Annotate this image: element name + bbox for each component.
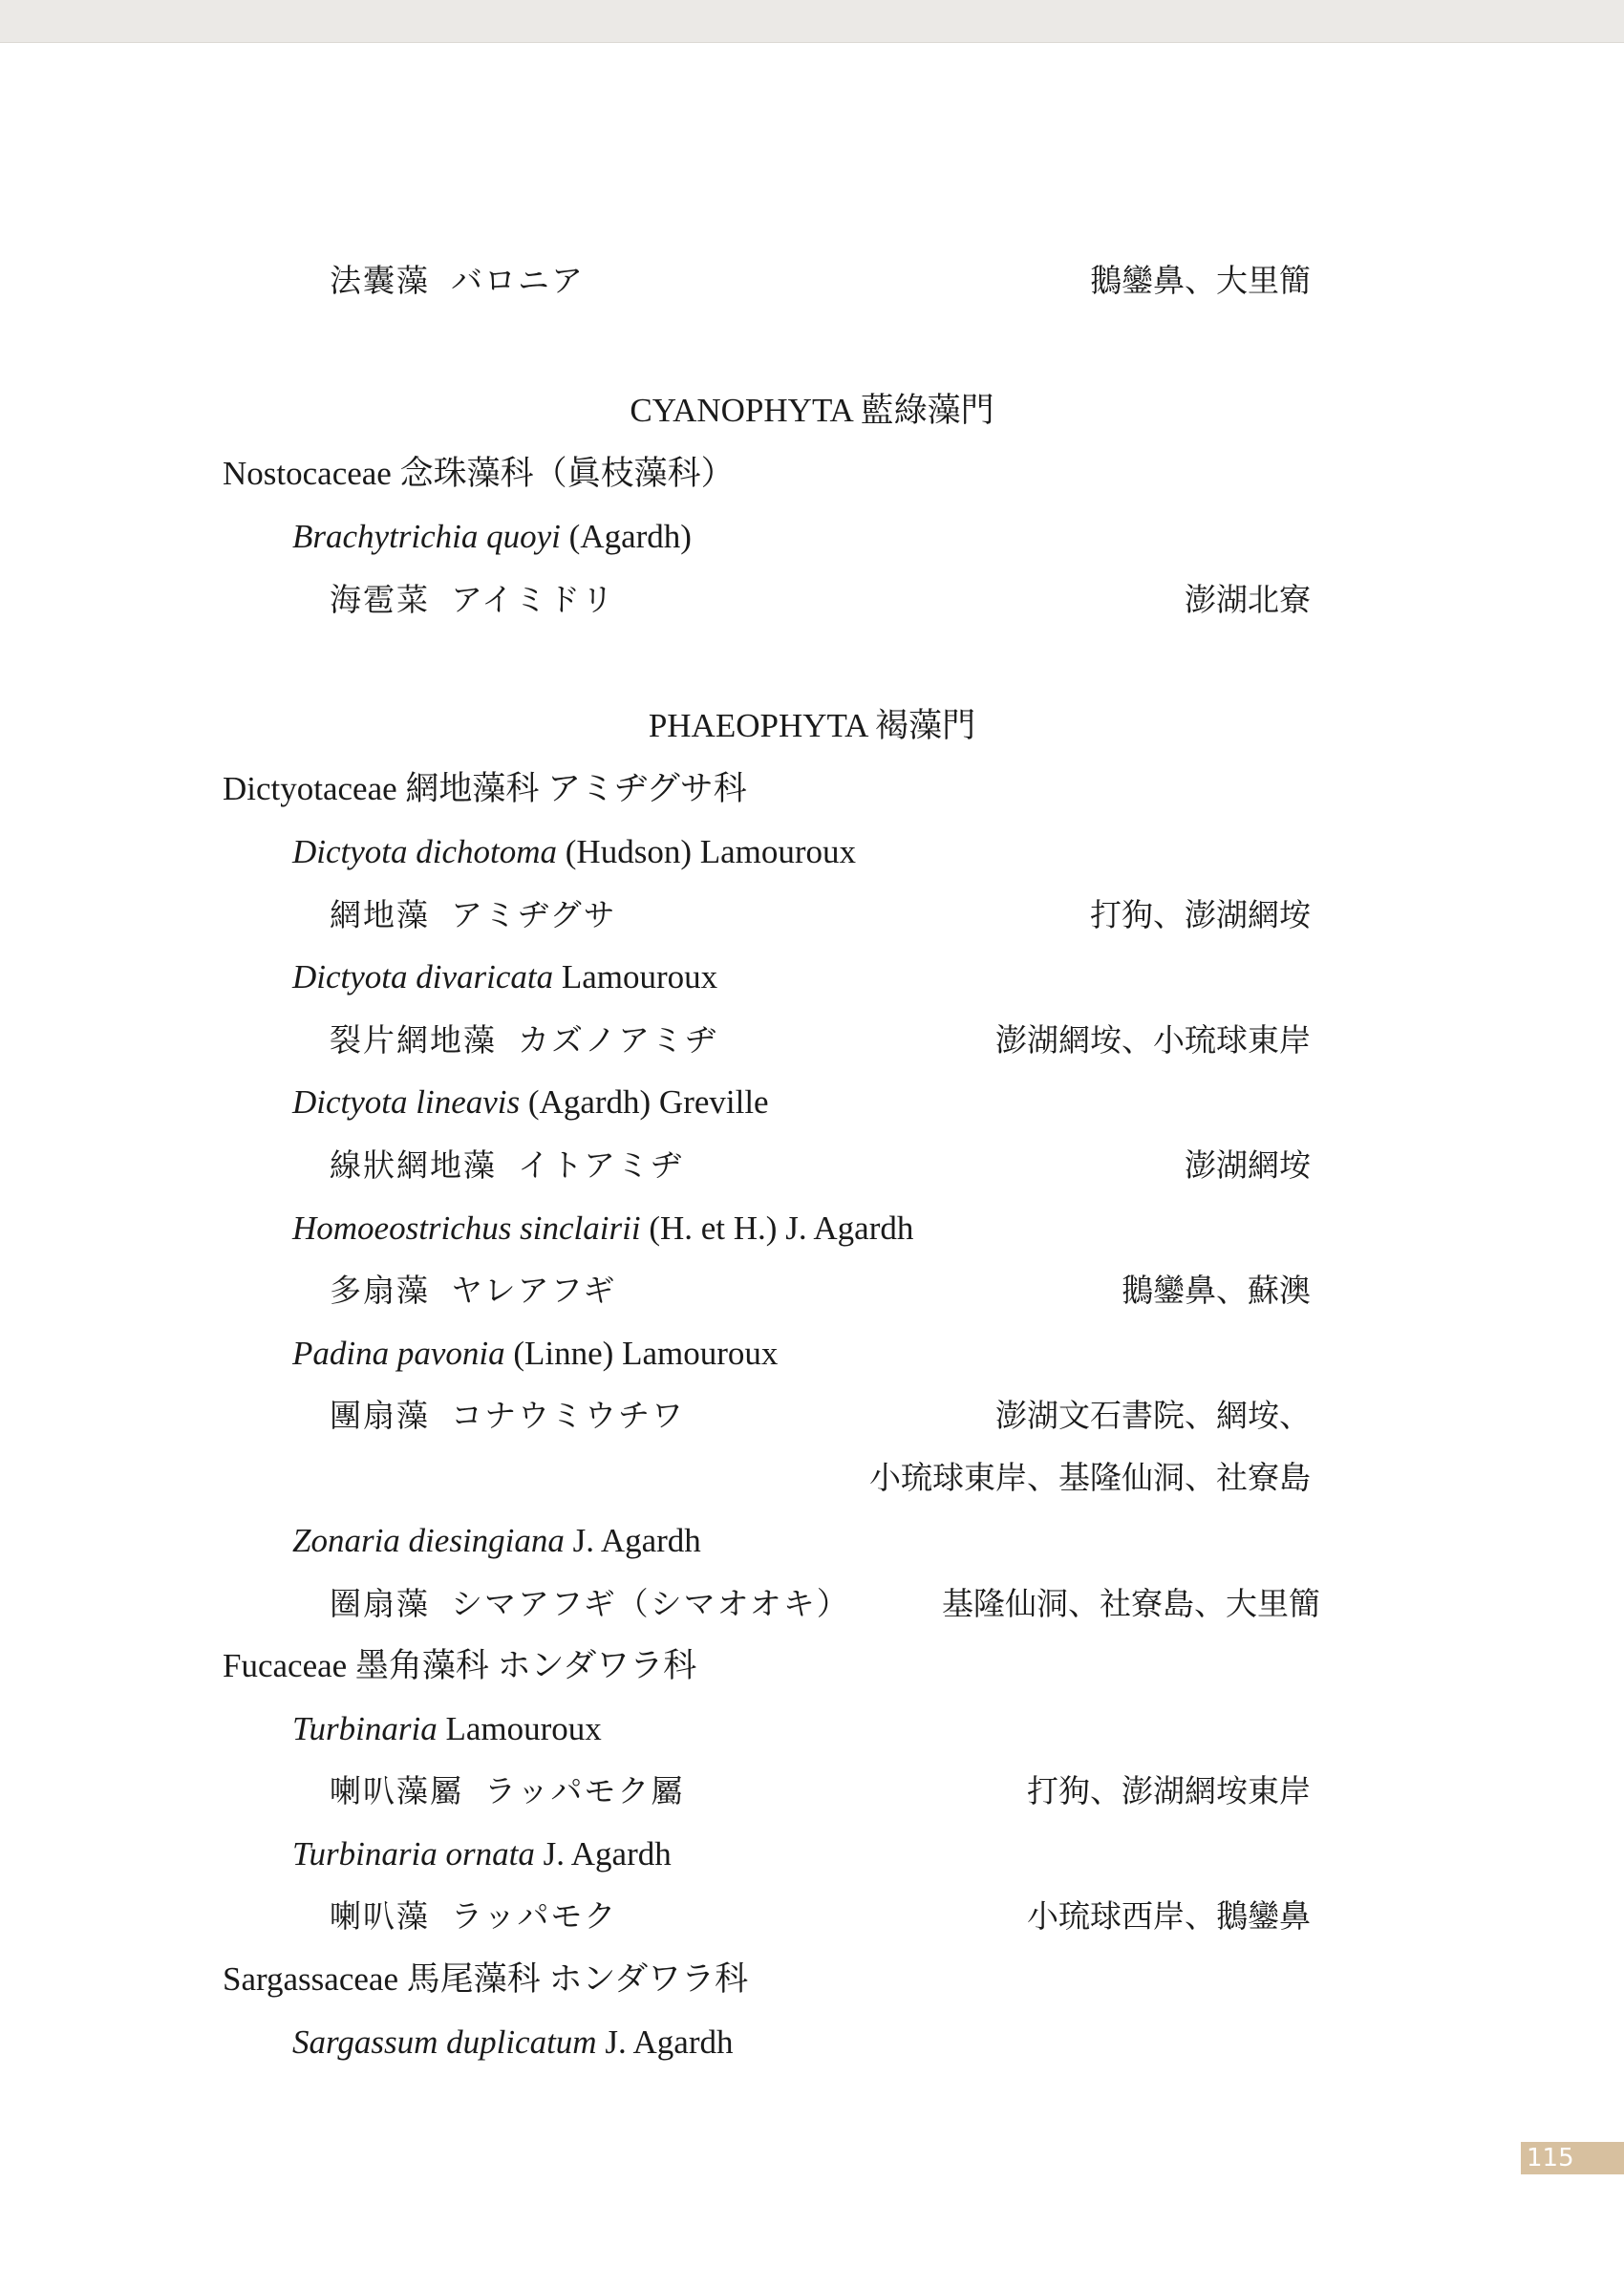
common-name-line: 線狀網地藻 イトアミヂ <box>330 1146 685 1184</box>
species-name: Dictyota dichotoma (Hudson) Lamouroux <box>292 833 857 870</box>
family-heading: Nostocaceae 念珠藻科（眞枝藻科） <box>223 455 735 492</box>
common-name-line: 多扇藻 ヤレアフギ <box>330 1272 617 1309</box>
family-heading: Fucaceae 墨角藻科 ホンダワラ科 <box>223 1647 697 1684</box>
species-name: Padina pavonia (Linne) Lamouroux <box>292 1335 779 1372</box>
common-name-line: 裂片網地藻 カズノアミヂ <box>330 1021 718 1059</box>
common-name-line: 團扇藻 コナウミウチワ <box>330 1397 685 1434</box>
family-heading: Dictyotaceae 網地藻科 アミヂグサ科 <box>223 770 747 807</box>
locality: 澎湖北寮 <box>1185 581 1311 618</box>
genus-name: Turbinaria Lamouroux <box>292 1710 602 1747</box>
species-name: Sargassum duplicatum J. Agardh <box>292 2023 734 2061</box>
locality: 打狗、澎湖網垵 <box>1090 896 1311 933</box>
phylum-heading: CYANOPHYTA 藍綠藻門 <box>630 392 994 429</box>
common-name-line: 網地藻 アミヂグサ <box>330 896 617 933</box>
common-name-line: 圈扇藻 シマアフギ（シマオオキ） <box>330 1585 850 1622</box>
common-name-line: 喇叭藻 ラッパモク <box>330 1897 618 1935</box>
locality: 小琉球西岸、鵝鑾鼻 <box>1027 1897 1311 1935</box>
locality: 鵝鑾鼻、蘇澳 <box>1122 1272 1311 1309</box>
locality-continued: 小琉球東岸、基隆仙洞、社寮島 <box>869 1459 1311 1496</box>
family-heading: Sargassaceae 馬尾藻科 ホンダワラ科 <box>223 1960 749 1998</box>
species-name: Homoeostrichus sinclairii (H. et H.) J. Agardh <box>292 1209 914 1247</box>
common-name-line: 海雹菜 アイミドリ <box>330 581 616 618</box>
locality: 打狗、澎湖網垵東岸 <box>1027 1772 1311 1809</box>
species-name: Dictyota divaricata Lamouroux <box>292 958 718 995</box>
scan-top-band <box>0 0 1624 43</box>
locality: 鵝鑾鼻、大里簡 <box>1090 262 1311 299</box>
page-number: 115 <box>1521 2142 1624 2174</box>
species-name: Turbinaria ornata J. Agardh <box>292 1835 672 1873</box>
species-name: Brachytrichia quoyi (Agardh) <box>292 518 692 555</box>
locality: 澎湖網垵 <box>1185 1146 1311 1184</box>
locality: 基隆仙洞、社寮島、大里簡 <box>942 1585 1320 1622</box>
phylum-heading: PHAEOPHYTA 褐藻門 <box>648 707 976 744</box>
locality: 澎湖網垵、小琉球東岸 <box>995 1021 1311 1059</box>
species-name: Zonaria diesingiana J. Agardh <box>292 1522 701 1559</box>
common-name-line: 法囊藻 バロニア <box>330 262 585 299</box>
common-name-line: 喇叭藻屬 ラッパモク屬 <box>330 1772 685 1809</box>
locality: 澎湖文石書院、網垵、 <box>995 1397 1311 1434</box>
species-name: Dictyota lineavis (Agardh) Greville <box>292 1083 769 1121</box>
